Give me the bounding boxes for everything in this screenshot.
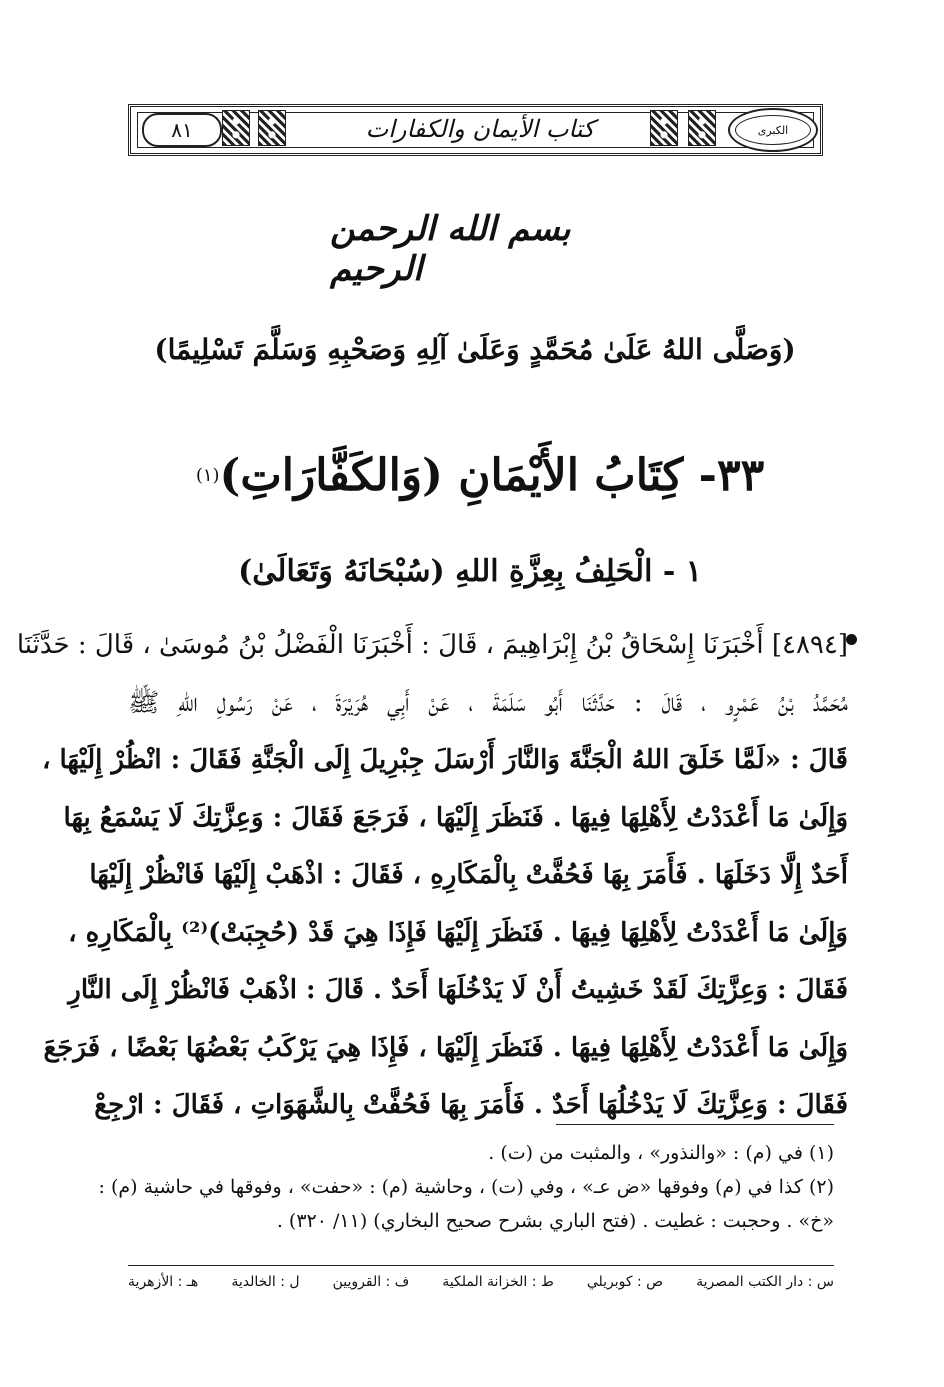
knot-ornament-icon [258, 110, 286, 146]
hadith-line: مُحَمَّدُ بْنُ عَمْرٍو ، قَالَ : حَدَّثَنَا أَبُو سَلَمَةَ ، عَنْ أَبِي هُرَيْرَةَ ، عَنْ رَسُولِ اللهِ ﷺ [128, 687, 848, 718]
book-title [170, 440, 790, 510]
book-title-footnote-ref: (١) [195, 464, 220, 486]
footnote: (١) في (م) : «والنذور» ، والمثبت من (ت) . [488, 1142, 834, 1164]
publisher-logo [728, 108, 818, 152]
footnote: (٢) كذا في (م) وفوقها «ض عـ» ، وفي (ت) ، وحاشية (م) : «حفت» ، وفوقها في حاشية (م) : [98, 1176, 834, 1198]
hadith-line: قَالَ : «لَمَّا خَلَقَ اللهُ الْجَنَّةَ وَالنَّارَ أَرْسَلَ جِبْرِيلَ إِلَى الْجَنَّةِ فَقَالَ : انْظُرْ إِلَيْهَا ، [42, 745, 848, 775]
book-number: ٣٣- [698, 449, 765, 501]
publisher-logo-text: الكبرى [757, 123, 789, 137]
sigla-item: ط : الخزانة الملكية [442, 1274, 554, 1290]
manuscript-sigla-legend [128, 1268, 834, 1296]
sigla-divider [128, 1265, 834, 1266]
hadith-line: [٤٨٩٤] أَخْبَرَنَا إِسْحَاقُ بْنُ إِبْرَاهِيمَ ، قَالَ : أَخْبَرَنَا الْفَضْلُ بْنُ مُوسَىٰ ، قَالَ : حَدَّثَنَا [16, 630, 848, 660]
sigla-item: ل : الخالدية [231, 1274, 300, 1290]
hadith-text [16, 617, 848, 1135]
sigla-item: ص : كوبريلي [586, 1274, 664, 1290]
hadith-line: فَقَالَ : وَعِزَّتِكَ لَا يَدْخُلُهَا أَحَدٌ . فَأَمَرَ بِهَا فَحُفَّتْ بِالشَّهَوَاتِ ، فَقَالَ : ارْجِعْ [94, 1090, 848, 1120]
hadith-line: أَحَدٌ إِلَّا دَخَلَهَا . فَأَمَرَ بِهَا فَحُفَّتْ بِالْمَكَارِهِ ، فَقَالَ : اذْهَبْ إِلَيْهَا فَانْظُرْ إِلَيْهَا [89, 860, 848, 890]
footnote-divider [556, 1124, 834, 1125]
running-title: كتاب الأيمان والكفارات [365, 115, 595, 143]
sigla-item: س : دار الكتب المصرية [696, 1274, 834, 1290]
book-title-text: كِتَابُ الأَيْمَانِ (وَالكَفَّارَاتِ) [219, 449, 684, 501]
sigla-item: هـ : الأزهرية [128, 1274, 199, 1290]
page-number-text: ٨١ [171, 118, 193, 142]
basmala: بسم الله الرحمن الرحيم [330, 209, 571, 289]
chapter-title: ١ - الْحَلِفُ بِعِزَّةِ اللهِ (سُبْحَانَهُ وَتَعَالَىٰ) [238, 553, 702, 589]
hadith-line: وَإِلَىٰ مَا أَعْدَدْتُ لِأَهْلِهَا فِيهَا . فَنَظَرَ إِلَيْهَا ، فَإِذَا هِيَ يَرْكَبُ بَعْضُهَا بَعْضًا ، فَرَجَعَ [43, 1032, 848, 1063]
knot-ornament-icon [222, 110, 250, 146]
footnote: «خ» . وحجبت : غطيت . (فتح الباري بشرح صحيح البخاري) (١١/ ٣٢٠) . [276, 1210, 834, 1232]
footnotes [98, 1136, 834, 1238]
hadith-line: وَإِلَىٰ مَا أَعْدَدْتُ لِأَهْلِهَا فِيهَا . فَنَظَرَ إِلَيْهَا ، فَرَجَعَ فَقَالَ : وَعِزَّتِكَ لَا يَسْمَعُ بِهَا [63, 802, 848, 833]
knot-ornament-icon [688, 110, 716, 146]
hadith-line: فَقَالَ : وَعِزَّتِكَ لَقَدْ خَشِيتُ أَنْ لَا يَدْخُلَهَا أَحَدٌ . قَالَ : اذْهَبْ فَانْظُرْ إِلَى النَّارِ [68, 975, 848, 1005]
hadith-line: وَإِلَىٰ مَا أَعْدَدْتُ لِأَهْلِهَا فِيهَا . فَنَظَرَ إِلَيْهَا فَإِذَا هِيَ قَدْ (حُجِبَتْ)⁽²⁾ بِالْمَكَارِهِ ، [68, 917, 848, 948]
salawat-line: (وَصَلَّى اللهُ عَلَىٰ مُحَمَّدٍ وَعَلَىٰ آلِهِ وَصَحْبِهِ وَسَلَّمَ تَسْلِيمًا) [154, 332, 796, 366]
page-number [142, 113, 222, 147]
sigla-item: ف : القرويين [332, 1274, 410, 1290]
